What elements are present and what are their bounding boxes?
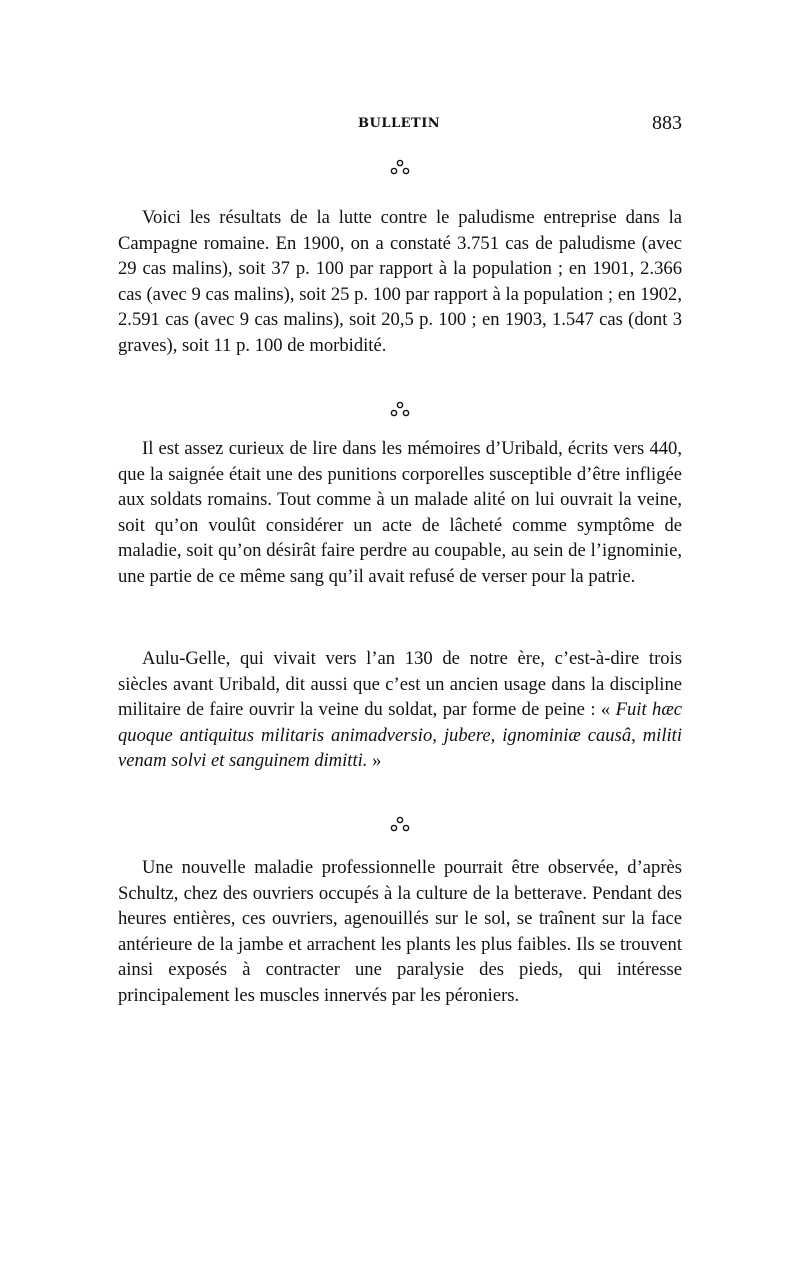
- paragraph-paludisme: Voici les résultats de la lutte contre le paludisme entreprise dans la Campagne romaine. En 1900, on a constaté 3.751 cas de paludisme (avec 29 cas malins), soit 37 p. 100 par rapport à la population ; en 1901, 2.366 cas (avec 9 cas malins), soit 25 p. 100 par rapport à la population ; en 1902, 2.591 cas (avec 9 cas malins), soit 20,5 p. 100 ; en 1903, 1.547 cas (dont 3 graves), soit 11 p. 100 de morbidité.: [118, 207, 682, 356]
- paragraph-aulu-gelle: [118, 646, 682, 774]
- asterism-icon: [390, 158, 410, 178]
- paragraph-saignee: Il est assez curieux de lire dans les mémoires d’Uribald, écrits vers 440, que la saignée était une des punitions corporelles susceptible d’être infligée aux soldats romains. Tout comme à un malade alité on lui ouvrait la veine, soit qu’on voulût considérer un acte de lâcheté comme symptôme de maladie, soit qu’on désirât faire perdre au coupable, au sein de l’ignominie, une partie de ce même sang qu’il avait refusé de verser pour la patrie.: [118, 438, 682, 587]
- closing-quote-mark: »: [367, 750, 382, 771]
- latin-quote: Fuit hæc quoque antiquitus militaris animadversio, jubere, ignominiæ causâ, militi venam solvi et sanguinem dimitti.: [118, 699, 682, 771]
- asterism-ornament: [0, 400, 800, 422]
- page-number: 883: [652, 112, 682, 134]
- paragraph-text: Aulu-Gelle, qui vivait vers l’an 130 de notre ère, c’est-à-dire trois siècles avant Uribald, dit aussi que c’est un ancien usage dans la discipline militaire de faire ouvrir la veine du soldat, par forme de peine : «: [118, 648, 682, 720]
- running-head: BULLETIN: [358, 116, 441, 131]
- asterism-icon: [390, 400, 410, 420]
- paragraph-betterave: Une nouvelle maladie professionnelle pourrait être observée, d’après Schultz, chez des ouvriers occupés à la culture de la betterave. Pendant des heures entières, ces ouvriers, agenouillés sur le sol, se traînent sur la face antérieure de la jambe et arrachent les plants les plus faibles. Ils se trouvent ainsi exposés à contracter une paralysie des pieds, qui intéresse principalement les muscles innervés par les péroniers.: [118, 857, 682, 1006]
- asterism-ornament: [0, 158, 800, 180]
- asterism-ornament: [0, 815, 800, 837]
- asterism-icon: [390, 815, 410, 835]
